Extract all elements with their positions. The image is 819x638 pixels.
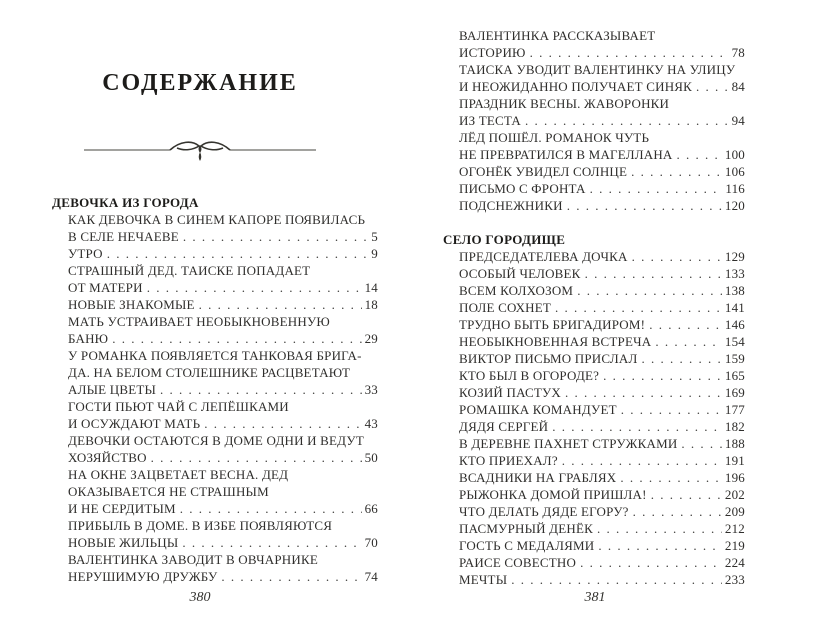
dot-leader	[182, 534, 361, 551]
toc-entry-title: КОЗИЙ ПАСТУХ	[459, 385, 562, 400]
toc-entry-title: РЫЖОНКА ДОМОЙ ПРИШЛА!	[459, 487, 647, 502]
toc-entry-title: МАТЬ УСТРАИВАЕТ НЕОБЫКНОВЕННУЮ	[68, 314, 330, 329]
toc-page-number: 165	[724, 368, 745, 383]
dot-leader	[565, 384, 722, 401]
toc-page-number: 120	[724, 198, 745, 213]
toc-entry-line	[52, 415, 378, 432]
toc-entry-title: КТО ПРИЕХАЛ?	[459, 453, 558, 468]
toc-entry-line	[443, 44, 745, 61]
toc-entry-line	[443, 333, 745, 350]
toc-entry-title: ДЯДЯ СЕРГЕЙ	[459, 419, 549, 434]
toc-entry-line	[443, 61, 745, 78]
toc-entry-title: ЧТО ДЕЛАТЬ ДЯДЕ ЕГОРУ?	[459, 504, 629, 519]
toc-entry-line	[443, 452, 745, 469]
toc-entry-title: И НЕОЖИДАННО ПОЛУЧАЕТ СИНЯК	[459, 79, 693, 94]
toc-entry-title: ПРЕДСЕДАТЕЛЕВА ДОЧКА	[459, 249, 628, 264]
toc-page-number: 159	[724, 351, 745, 366]
dot-leader	[562, 452, 722, 469]
toc-entry-title: ОКАЗЫВАЕТСЯ НЕ СТРАШНЫМ	[68, 484, 269, 499]
toc-page-number: 18	[364, 297, 378, 312]
dot-leader	[677, 146, 722, 163]
toc-page-number: 116	[725, 181, 745, 196]
toc-entry-line	[443, 350, 745, 367]
contents-title: СОДЕРЖАНИЕ	[102, 70, 298, 96]
toc-entry-line	[443, 78, 745, 95]
right-page	[443, 0, 745, 638]
toc-entry-title: ОТ МАТЕРИ	[68, 280, 143, 295]
toc-entry-title: ПОДСНЕЖНИКИ	[459, 198, 563, 213]
toc-entry-title: ТРУДНО БЫТЬ БРИГАДИРОМ!	[459, 317, 646, 332]
dot-leader	[585, 265, 722, 282]
toc-page-number: 106	[724, 164, 745, 179]
dot-leader	[567, 197, 722, 214]
toc-entry-title: ЛЁД ПОШЁЛ. РОМАНОК ЧУТЬ	[459, 130, 650, 145]
toc-page-number: 9	[371, 246, 378, 261]
toc-entry-line	[443, 571, 745, 588]
toc-entry-line	[52, 347, 378, 364]
toc-entry-title: НОВЫЕ ЖИЛЬЦЫ	[68, 535, 179, 550]
toc-page-number: 202	[724, 487, 745, 502]
toc-page-number: 129	[724, 249, 745, 264]
toc-page-number: 66	[364, 501, 378, 516]
toc-entry-line	[52, 483, 378, 500]
section-heading: СЕЛО ГОРОДИЩЕ	[443, 232, 566, 247]
scroll-flourish-divider-icon	[80, 136, 320, 164]
divider-ornament	[52, 136, 348, 169]
toc-page-number: 182	[724, 419, 745, 434]
section-heading: ДЕВОЧКА ИЗ ГОРОДА	[52, 195, 199, 210]
page-number-left: 380	[189, 590, 211, 605]
toc-entry-line	[443, 146, 745, 163]
dot-leader	[151, 449, 362, 466]
toc-entry-title: БАНЮ	[68, 331, 109, 346]
dot-leader	[525, 112, 729, 129]
toc-entry-title: ДЕВОЧКИ ОСТАЮТСЯ В ДОМЕ ОДНИ И ВЕДУТ	[68, 433, 364, 448]
toc-entry-line	[443, 112, 745, 129]
toc-entry-line	[52, 381, 378, 398]
toc-entry-title: ИСТОРИЮ	[459, 45, 526, 60]
toc-entry-line	[443, 316, 745, 333]
toc-entry-line	[52, 296, 378, 313]
toc-entry-title: ВСЕМ КОЛХОЗОМ	[459, 283, 574, 298]
toc-page-number: 100	[724, 147, 745, 162]
left-page	[52, 0, 378, 638]
toc-entry-title: УТРО	[68, 246, 103, 261]
dot-leader	[580, 554, 722, 571]
toc-entry-title: ПАСМУРНЫЙ ДЕНЁК	[459, 521, 593, 536]
toc-entry-title: ХОЗЯЙСТВО	[68, 450, 147, 465]
toc-entry-line	[443, 282, 745, 299]
toc-entry-line	[52, 500, 378, 517]
toc-entry-line	[52, 398, 378, 415]
toc-page-number: 169	[724, 385, 745, 400]
toc-page-number: 5	[371, 229, 378, 244]
toc-entry-line	[443, 486, 745, 503]
toc-entry-line	[443, 503, 745, 520]
toc-entry-title: У РОМАНКА ПОЯВЛЯЕТСЯ ТАНКОВАЯ БРИГА-	[68, 348, 362, 363]
toc-entry-line	[52, 245, 378, 262]
toc-entry-line	[52, 313, 378, 330]
toc-entry-line	[52, 330, 378, 347]
toc-page-number: 29	[364, 331, 378, 346]
toc-entry-title: ДА. НА БЕЛОМ СТОЛЕШНИКЕ РАСЦВЕТАЮТ	[68, 365, 351, 380]
dot-leader	[681, 435, 721, 452]
toc-entry-title: И НЕ СЕРДИТЫМ	[68, 501, 176, 516]
toc-entry-title: ТАИСКА УВОДИТ ВАЛЕНТИНКУ НА УЛИЦУ	[459, 62, 736, 77]
toc-entry-title: ПРАЗДНИК ВЕСНЫ. ЖАВОРОНКИ	[459, 96, 670, 111]
toc-entry-title: ПРИБЫЛЬ В ДОМЕ. В ИЗБЕ ПОЯВЛЯЮТСЯ	[68, 518, 333, 533]
toc-entry-line	[443, 27, 745, 44]
dot-leader	[655, 333, 722, 350]
toc-page-number: 84	[731, 79, 745, 94]
toc-entry-title: ВИКТОР ПИСЬМО ПРИСЛАЛ	[459, 351, 638, 366]
toc-entry-line	[443, 418, 745, 435]
toc-entry-title: АЛЫЕ ЦВЕТЫ	[68, 382, 157, 397]
dot-leader	[577, 282, 722, 299]
toc-entry-line	[443, 401, 745, 418]
toc-entry-title: В СЕЛЕ НЕЧАЕВЕ	[68, 229, 179, 244]
page-number-right: 381	[584, 590, 606, 605]
toc-page-number: 188	[724, 436, 745, 451]
dot-leader	[511, 571, 722, 588]
toc-page-number: 138	[724, 283, 745, 298]
toc-page-number: 50	[364, 450, 378, 465]
toc-entry-line	[443, 197, 745, 214]
toc-entry-title: ИЗ ТЕСТА	[459, 113, 521, 128]
dot-leader	[597, 520, 722, 537]
toc-entry-line	[443, 248, 745, 265]
toc-entry-line	[443, 180, 745, 197]
toc-page-number: 14	[364, 280, 378, 295]
toc-page-number: 224	[724, 555, 745, 570]
dot-leader	[620, 469, 722, 486]
toc-entry-title: КТО БЫЛ В ОГОРОДЕ?	[459, 368, 600, 383]
dot-leader	[204, 415, 361, 432]
dot-leader	[183, 228, 368, 245]
dot-leader	[107, 245, 369, 262]
toc-entry-line	[52, 432, 378, 449]
toc-entry-line	[443, 299, 745, 316]
toc-list-left	[52, 194, 378, 585]
dot-leader	[642, 350, 722, 367]
toc-entry-line	[52, 279, 378, 296]
toc-entry-title: КАК ДЕВОЧКА В СИНЕМ КАПОРЕ ПОЯВИЛАСЬ	[68, 212, 366, 227]
toc-entry-line	[443, 265, 745, 282]
toc-entry-line	[443, 129, 745, 146]
dot-leader	[112, 330, 361, 347]
toc-entry-line	[443, 95, 745, 112]
toc-page-number: 43	[364, 416, 378, 431]
dot-leader	[147, 279, 362, 296]
toc-page-number: 94	[731, 113, 745, 128]
toc-entry-title: НЕОБЫКНОВЕННАЯ ВСТРЕЧА	[459, 334, 652, 349]
dot-leader	[632, 248, 722, 265]
toc-entry-title: ГОСТИ ПЬЮТ ЧАЙ С ЛЕПЁШКАМИ	[68, 399, 289, 414]
toc-entry-title: РАИСЕ СОВЕСТНО	[459, 555, 577, 570]
toc-entry-title: ВАЛЕНТИНКА ЗАВОДИТ В ОВЧАРНИКЕ	[68, 552, 318, 567]
dot-leader	[649, 316, 722, 333]
toc-entry-title: ВСАДНИКИ НА ГРАБЛЯХ	[459, 470, 617, 485]
toc-entry-title: НЕ ПРЕВРАТИЛСЯ В МАГЕЛЛАНА	[459, 147, 673, 162]
toc-entry-line	[443, 384, 745, 401]
toc-entry-line	[52, 517, 378, 534]
toc-entry-line	[443, 554, 745, 571]
toc-list-right	[443, 27, 745, 588]
toc-entry-line	[52, 364, 378, 381]
dot-leader	[598, 537, 722, 554]
toc-entry-title: ГОСТЬ С МЕДАЛЯМИ	[459, 538, 595, 553]
toc-entry-title: ПИСЬМО С ФРОНТА	[459, 181, 586, 196]
toc-page-number: 219	[724, 538, 745, 553]
toc-entry-title: ОСОБЫЙ ЧЕЛОВЕК	[459, 266, 581, 281]
dot-leader	[696, 78, 729, 95]
toc-entry-title: ОГОНЁК УВИДЕЛ СОЛНЦЕ	[459, 164, 628, 179]
toc-page-number: 154	[724, 334, 745, 349]
toc-entry-title: МЕЧТЫ	[459, 572, 508, 587]
dot-leader	[552, 418, 722, 435]
dot-leader	[199, 296, 362, 313]
toc-entry-line	[52, 466, 378, 483]
toc-page-number: 141	[724, 300, 745, 315]
toc-entry-line	[52, 211, 378, 228]
toc-page-number: 212	[724, 521, 745, 536]
dot-leader	[180, 500, 362, 517]
toc-page-number: 196	[724, 470, 745, 485]
dot-leader	[633, 503, 722, 520]
toc-entry-line	[52, 262, 378, 279]
toc-page-number: 209	[724, 504, 745, 519]
toc-entry-title: НА ОКНЕ ЗАЦВЕТАЕТ ВЕСНА. ДЕД	[68, 467, 289, 482]
dot-leader	[555, 299, 722, 316]
toc-entry-line	[52, 449, 378, 466]
dot-leader	[603, 367, 722, 384]
toc-entry-line	[443, 367, 745, 384]
toc-page-number: 146	[724, 317, 745, 332]
toc-entry-title: СТРАШНЫЙ ДЕД. ТАИСКЕ ПОПАДАЕТ	[68, 263, 311, 278]
toc-page-number: 177	[724, 402, 745, 417]
toc-entry-title: В ДЕРЕВНЕ ПАХНЕТ СТРУЖКАМИ	[459, 436, 678, 451]
toc-entry-title: НЕРУШИМУЮ ДРУЖБУ	[68, 569, 218, 584]
toc-entry-line	[443, 435, 745, 452]
toc-entry-line	[443, 469, 745, 486]
dot-leader	[590, 180, 723, 197]
toc-page-number: 70	[364, 535, 378, 550]
toc-page-number: 233	[724, 572, 745, 587]
toc-entry-title: ВАЛЕНТИНКА РАССКАЗЫВАЕТ	[459, 28, 656, 43]
toc-entry-title: РОМАШКА КОМАНДУЕТ	[459, 402, 617, 417]
toc-page-number: 33	[364, 382, 378, 397]
toc-entry-line	[52, 228, 378, 245]
dot-leader	[651, 486, 722, 503]
toc-entry-line	[443, 163, 745, 180]
toc-page-number: 133	[724, 266, 745, 281]
dot-leader	[621, 401, 722, 418]
toc-entry-line	[52, 568, 378, 585]
toc-page-number: 74	[364, 569, 378, 584]
toc-entry-title: НОВЫЕ ЗНАКОМЫЕ	[68, 297, 195, 312]
dot-leader	[221, 568, 361, 585]
dot-leader	[530, 44, 729, 61]
dot-leader	[160, 381, 362, 398]
dot-leader	[631, 163, 722, 180]
toc-entry-title: И ОСУЖДАЮТ МАТЬ	[68, 416, 201, 431]
toc-page-number: 78	[731, 45, 745, 60]
toc-entry-line	[443, 537, 745, 554]
toc-entry-title: ПОЛЕ СОХНЕТ	[459, 300, 552, 315]
toc-entry-line	[52, 534, 378, 551]
toc-entry-line	[443, 520, 745, 537]
toc-page-number: 191	[724, 453, 745, 468]
toc-entry-line	[52, 551, 378, 568]
